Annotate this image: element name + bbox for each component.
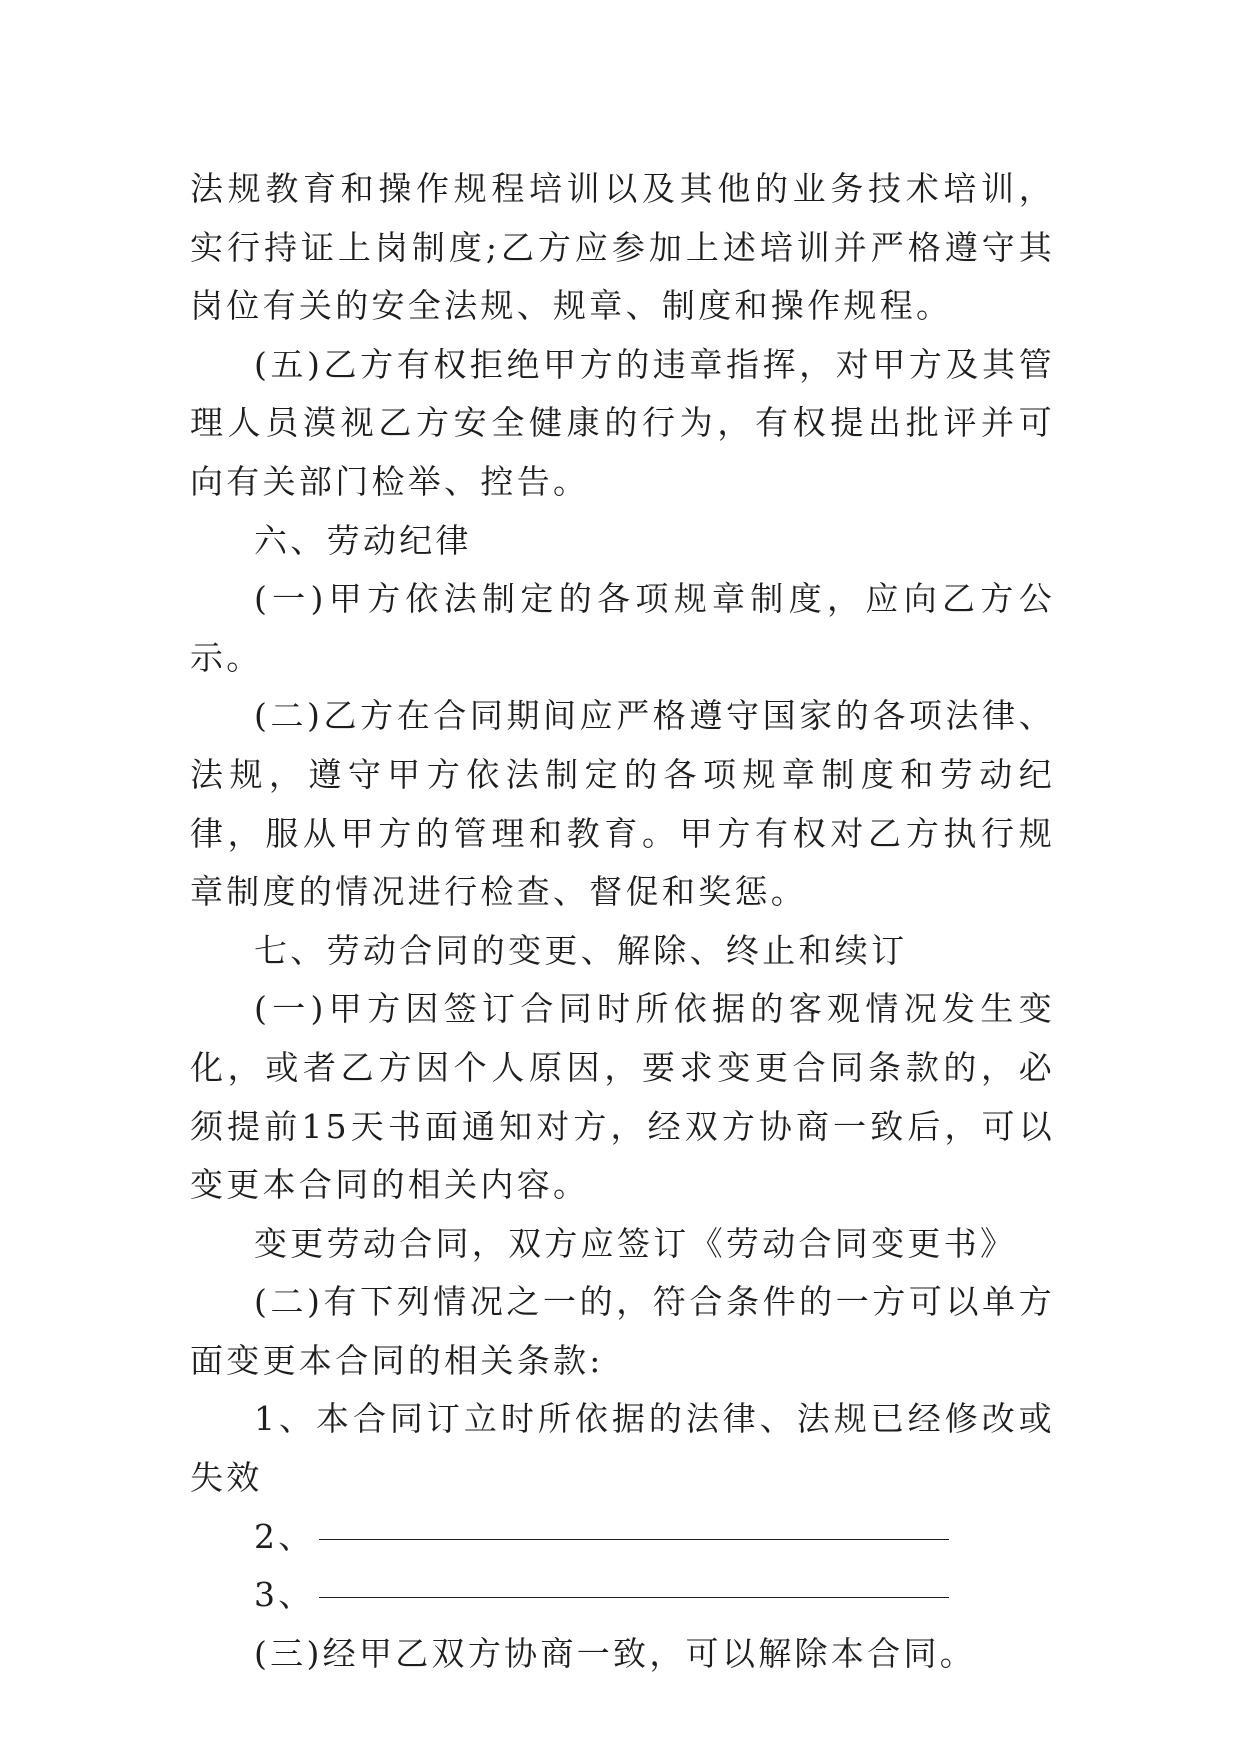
section-heading-contract-changes: 七、劳动合同的变更、解除、终止和续订: [254, 930, 908, 970]
document-body: [190, 160, 1055, 1683]
section-heading-labor-discipline: 六、劳动纪律: [254, 520, 472, 560]
list-item-3-label: 3、: [254, 1575, 315, 1615]
list-item-1: 1、本合同订立时所依据的法律、法规已经修改或失效: [190, 1399, 1055, 1498]
paragraph-change-document: 变更劳动合同，双方应签订《劳动合同变更书》: [254, 1223, 1017, 1263]
paragraph-clause-5: (五)乙方有权拒绝甲方的违章指挥，对甲方及其管理人员漠视乙方安全健康的行为，有权提出批评并可向有关部门检举、控告。: [190, 344, 1055, 501]
paragraph-change-2: (二)有下列情况之一的，符合条件的一方可以单方面变更本合同的相关条款:: [190, 1282, 1055, 1380]
paragraph-training: 法规教育和操作规程培训以及其他的业务技术培训，实行持证上岗制度;乙方应参加上述培训并严格遵守其岗位有关的安全法规、规章、制度和操作规程。: [190, 169, 1055, 326]
list-item-3: [190, 1566, 1055, 1625]
paragraph-discipline-2: (二)乙方在合同期间应严格遵守国家的各项法律、法规，遵守甲方依法制定的各项规章制度和劳动纪律，服从甲方的管理和教育。甲方有权对乙方执行规章制度的情况进行检查、督促和奖惩。: [190, 696, 1055, 912]
fill-in-blank-line: [319, 1596, 949, 1598]
list-item-2-label: 2、: [254, 1516, 315, 1556]
paragraph-discipline-1: (一)甲方依法制定的各项规章制度，应向乙方公示。: [190, 579, 1055, 677]
paragraph-change-1: (一)甲方因签订合同时所依据的客观情况发生变化，或者乙方因个人原因，要求变更合同条款的，必须提前15天书面通知对方，经双方协商一致后，可以变更本合同的相关内容。: [190, 989, 1055, 1205]
fill-in-blank-line: [319, 1538, 949, 1540]
list-item-2: [190, 1508, 1055, 1567]
paragraph-change-3: (三)经甲乙双方协商一致，可以解除本合同。: [254, 1633, 977, 1673]
